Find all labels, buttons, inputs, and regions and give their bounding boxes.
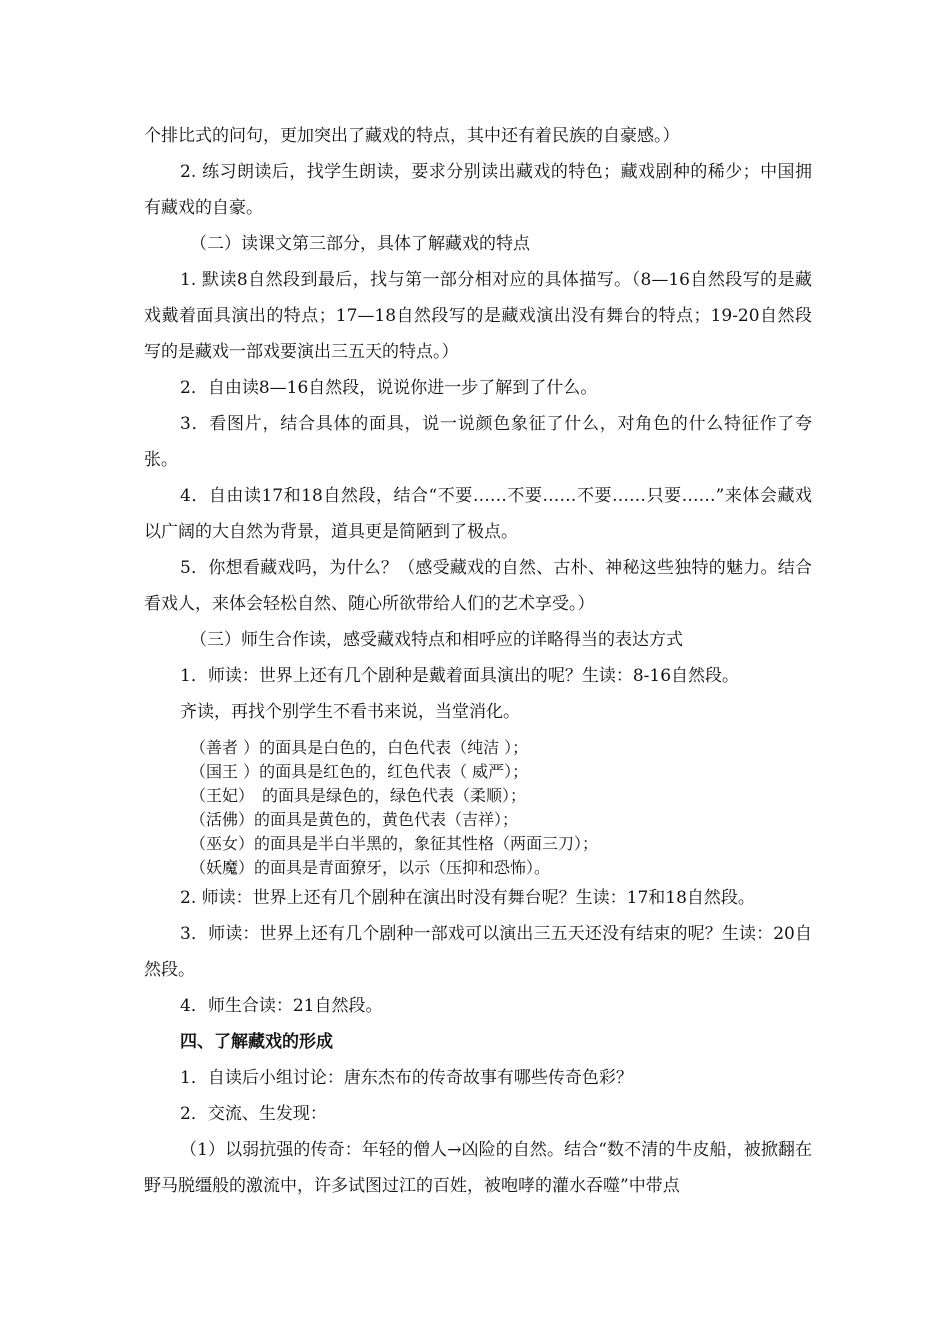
paragraph: 2. 师读：世界上还有几个剧种在演出时没有舞台呢？生读：17和18自然段。: [180, 888, 755, 908]
paragraph: 3．看图片，结合具体的面具，说一说颜色象征了什么，对角色的什么特征作了夸张。: [144, 414, 812, 470]
mask-line: （王妃） 的面具是绿色的，绿色代表（柔顺）；: [190, 786, 527, 805]
mask-line: （活佛）的面具是黄色的，黄色代表（吉祥）；: [190, 810, 519, 829]
mask-list: [144, 736, 812, 880]
document-body: [144, 118, 812, 1204]
section-heading: 四、了解藏戏的形成: [180, 1032, 333, 1052]
mask-line: （国王 ）的面具是红色的，红色代表（ 威严）；: [190, 762, 529, 781]
paragraph: 齐读，再找个别学生不看书来说，当堂消化。: [180, 702, 520, 722]
paragraph: 1. 默读8自然段到最后，找与第一部分相对应的具体描写。（8—16自然段写的是藏戏戴着面具演出的特点；17—18自然段写的是藏戏演出没有舞台的特点；19-20自然段写的是藏戏一部戏要演出三五天的特点。）: [144, 270, 812, 362]
mask-line: （巫女）的面具是半白半黑的，象征其性格（两面三刀）；: [190, 834, 599, 853]
paragraph: 3．师读：世界上还有几个剧种一部戏可以演出三五天还没有结束的呢？生读：20自然段。: [144, 924, 812, 980]
paragraph: （1）以弱抗强的传奇：年轻的僧人→凶险的自然。结合“数不清的牛皮船，被掀翻在野马脱缰般的激流中，许多试图过江的百姓，被咆哮的灌水吞噬”中带点: [144, 1140, 812, 1196]
mask-line: （善者 ）的面具是白色的，白色代表（纯洁 ）；: [190, 738, 529, 757]
section-heading: （二）读课文第三部分，具体了解藏戏的特点: [190, 234, 530, 254]
paragraph: 2．交流、生发现：: [180, 1104, 327, 1124]
paragraph: 4．自由读17和18自然段，结合“不要……不要……不要……只要……”来体会藏戏以广阔的大自然为背景，道具更是简陋到了极点。: [144, 486, 812, 542]
paragraph: 5．你想看藏戏吗，为什么？（感受藏戏的自然、古朴、神秘这些独特的魅力。结合看戏人，来体会轻松自然、随心所欲带给人们的艺术享受。）: [144, 558, 812, 614]
paragraph: 个排比式的问句，更加突出了藏戏的特点，其中还有着民族的自豪感。）: [144, 126, 680, 146]
paragraph: 1．自读后小组讨论：唐东杰布的传奇故事有哪些传奇色彩？: [180, 1068, 633, 1088]
paragraph: 1．师读：世界上还有几个剧种是戴着面具演出的呢？生读：8-16自然段。: [180, 666, 740, 686]
paragraph: 2. 练习朗读后，找学生朗读，要求分别读出藏戏的特色；藏戏剧种的稀少；中国拥有藏戏的自豪。: [144, 162, 812, 218]
mask-line: （妖魔）的面具是青面獠牙，以示（压抑和恐怖）。: [190, 858, 551, 877]
paragraph: 4．师生合读：21自然段。: [180, 996, 383, 1016]
section-heading: （三）师生合作读，感受藏戏特点和相呼应的详略得当的表达方式: [190, 630, 683, 650]
paragraph: 2．自由读8—16自然段，说说你进一步了解到了什么。: [180, 378, 598, 398]
